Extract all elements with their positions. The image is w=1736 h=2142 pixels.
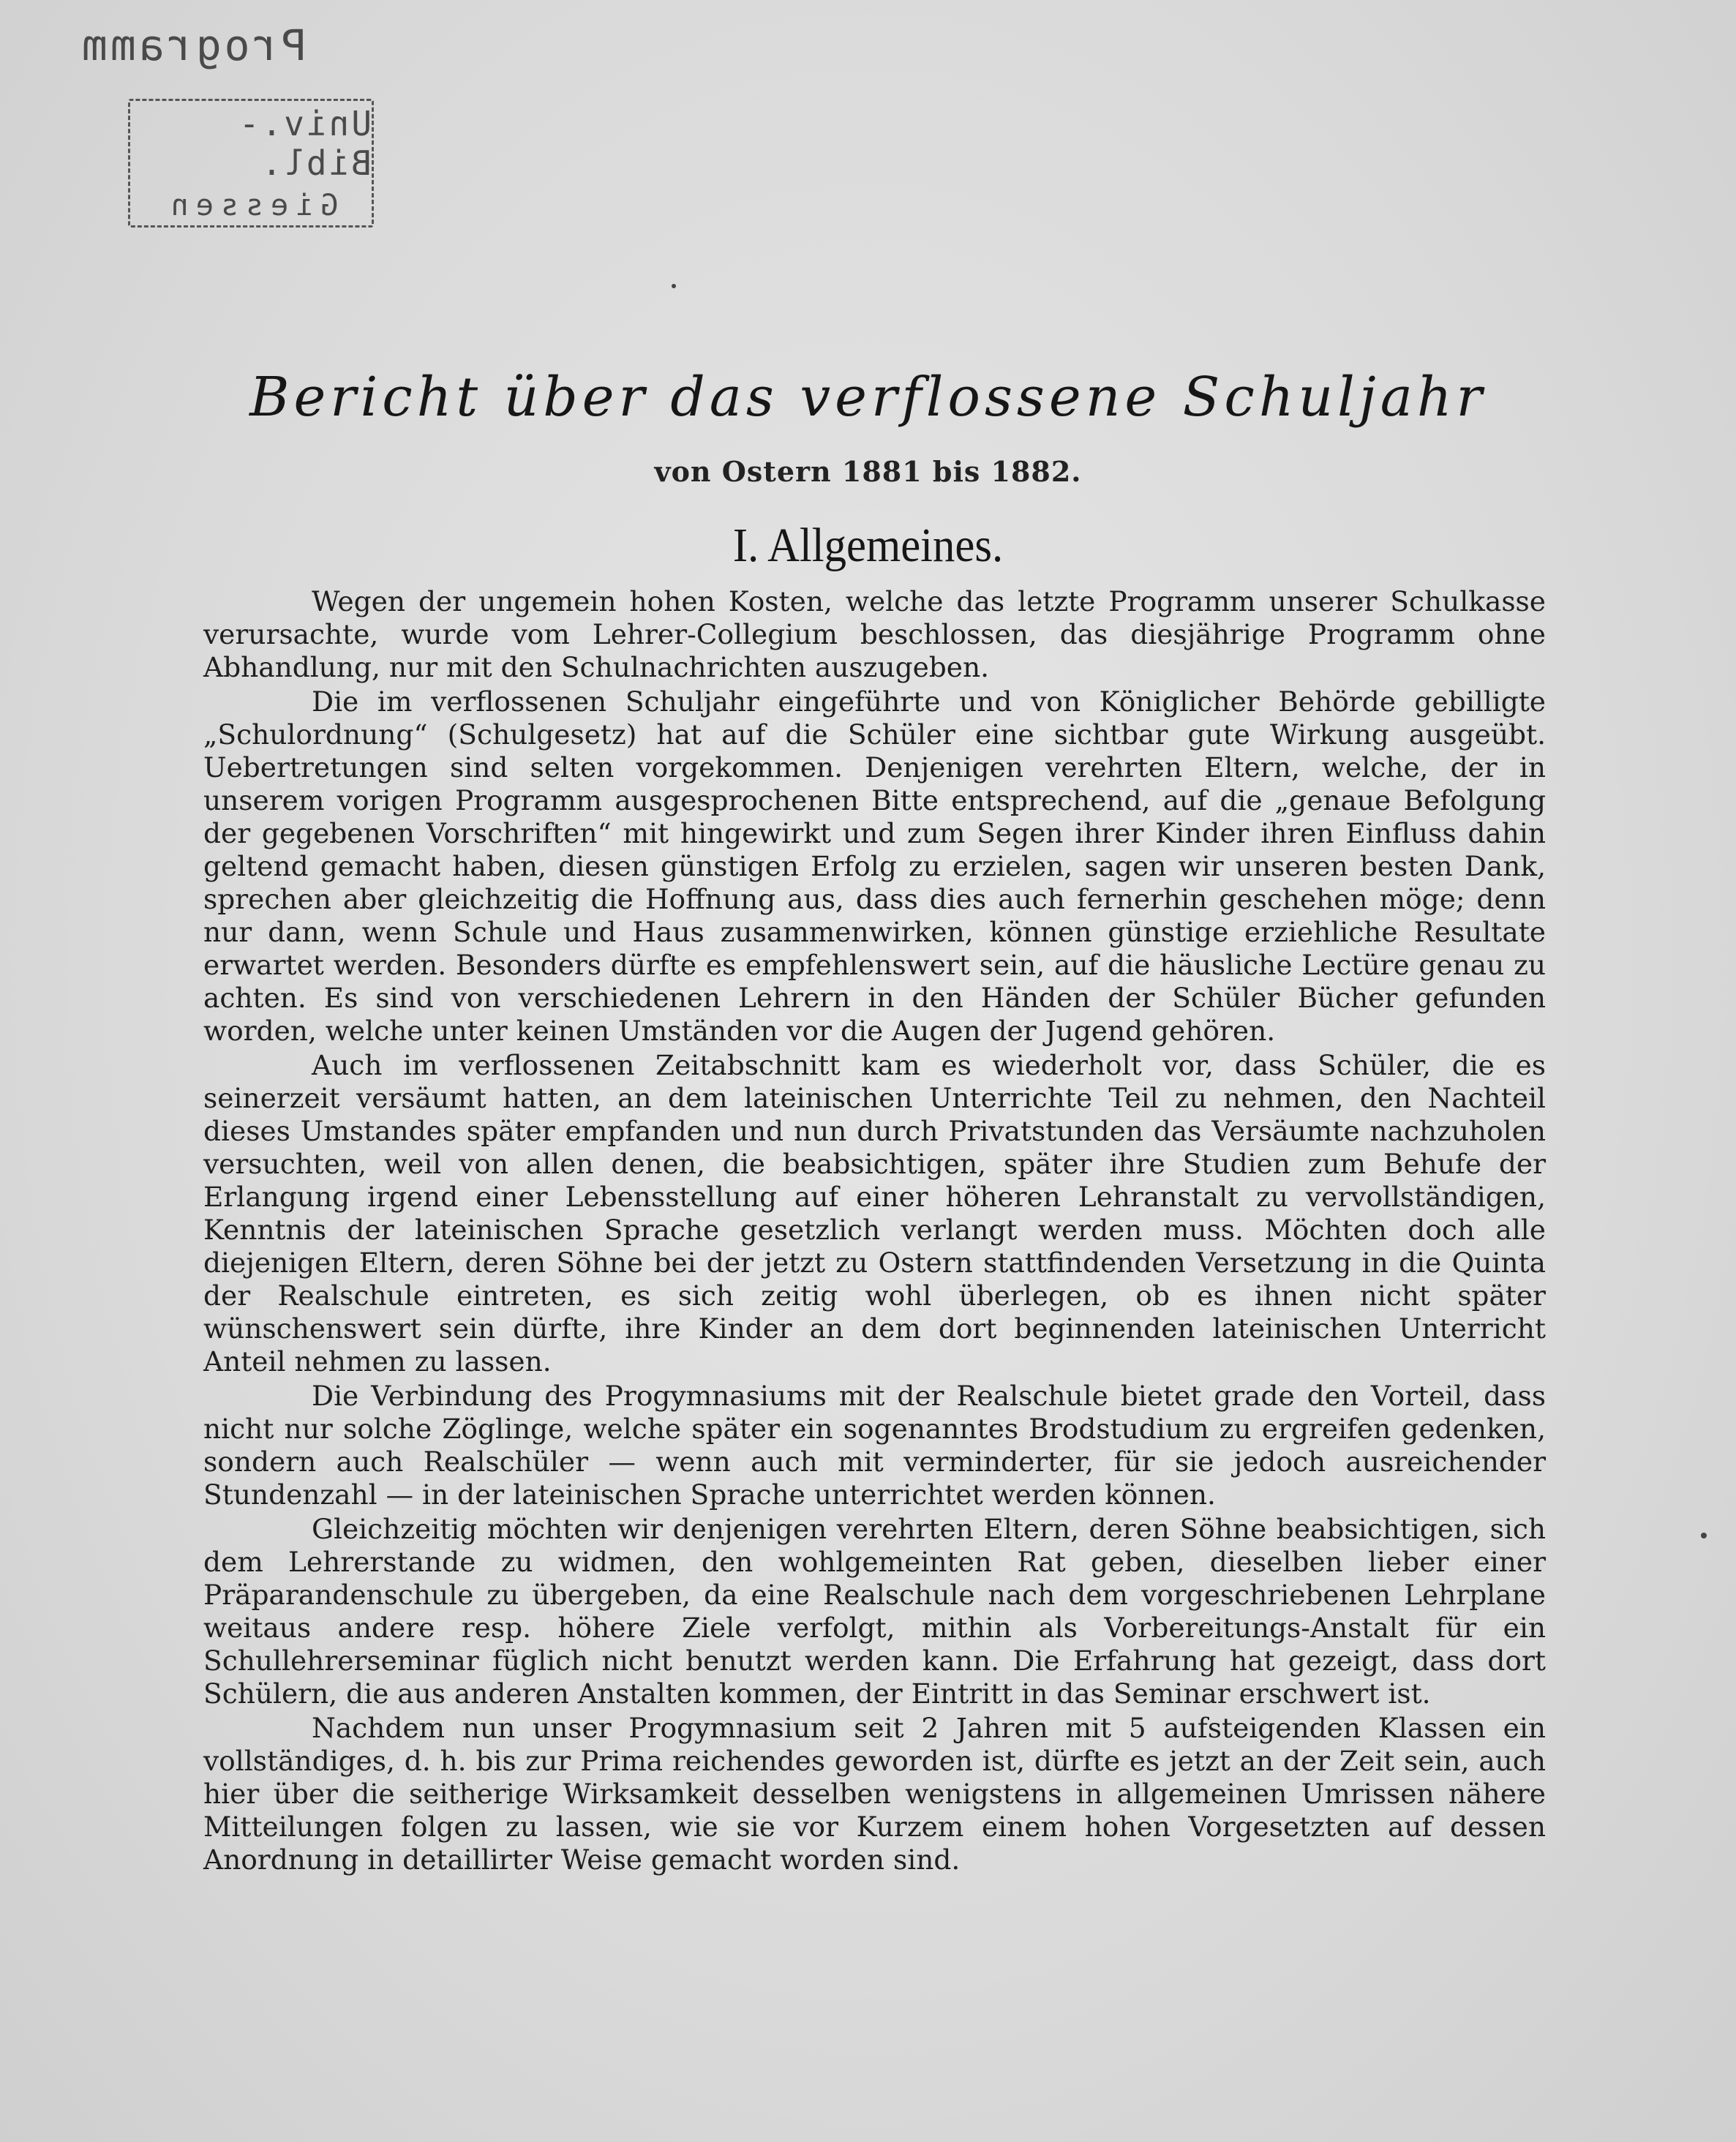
paragraph-5: Gleichzeitig möchten wir denjenigen verehrten Eltern, deren Söhne beabsichtigen, sich dem Lehrerstande zu widmen, den wohlgemeinten Rat geben, dieselben lieber einer Präparandenschule zu übergeben, da eine Realschule nach dem vorgeschriebenen Lehrplane weitaus andere resp. höhere Ziele verfolgt, mithin als Vorbereitungs-Anstalt für ein Schullehrerseminar füglich nicht benutzt werden kann. Die Erfahrung hat gezeigt, dass dort Schülern, die aus anderen Anstalten kommen, der Eintritt in das Seminar erschwert ist.: [203, 1513, 1546, 1710]
stamp-line-2: Giessen: [163, 189, 339, 222]
body-text: [203, 585, 1546, 1878]
paragraph-3: Auch im verflossenen Zeitabschnitt kam es wiederholt vor, dass Schüler, die es seinerzeit versäumt hatten, an dem lateinischen Unterrichte Teil zu nehmen, den Nachteil dieses Umstandes später empfanden und nun durch Privatstunden das Versäumte nachzuholen versuchten, weil von allen denen, die beabsichtigen, später ihre Studien zum Behufe der Erlangung irgend einer Lebensstellung auf einer höheren Lehranstalt zu vervollständigen, Kenntnis der lateinischen Sprache gesetzlich verlangt werden muss. Möchten doch alle diejenigen Eltern, deren Söhne bei der jetzt zu Ostern stattfindenden Versetzung in die Quinta der Realschule eintreten, es sich zeitig wohl überlegen, ob es ihnen nicht später wünschenswert sein dürfte, ihre Kinder an dem dort beginnenden lateinischen Unterricht Anteil nehmen zu lassen.: [203, 1049, 1546, 1378]
scan-speck: [1701, 1533, 1707, 1538]
paragraph-4: Die Verbindung des Progymnasiums mit der Realschule bietet grade den Vorteil, dass nicht nur solche Zöglinge, welche später ein sogenanntes Brodstudium zu ergreifen gedenken, sondern auch Realschüler — wenn auch mit verminderter, für sie jedoch ausreichender Stundenzahl — in der lateinischen Sprache unterrichtet werden können.: [203, 1380, 1546, 1511]
paragraph-6: Nachdem nun unser Progymnasium seit 2 Jahren mit 5 aufsteigenden Klassen ein vollständiges, d. h. bis zur Prima reichendes geworden ist, dürfte es jetzt an der Zeit sein, auch hier über die seitherige Wirksamkeit desselben wenigstens in allgemeinen Umrissen nähere Mitteilungen folgen zu lassen, wie sie vor Kurzem einem hohen Vorgesetzten auf dessen Anordnung in detaillirter Weise gemacht worden sind.: [203, 1712, 1546, 1876]
report-title: Bericht über das verflossene Schuljahr: [249, 366, 1487, 429]
scan-speck: [672, 284, 676, 288]
library-stamp-box: [128, 99, 374, 228]
paragraph-1: Wegen der ungemein hohen Kosten, welche das letzte Programm unserer Schulkasse verursachte, wurde vom Lehrer-Collegium beschlossen, das diesjährige Programm ohne Abhandlung, nur mit den Schulnachrichten auszugeben.: [203, 585, 1546, 683]
stamp-line-1: Univ.-Bibl.: [236, 104, 372, 183]
report-subtitle: von Ostern 1881 bis 1882.: [654, 455, 1082, 488]
section-title: I. Allgemeines.: [732, 519, 1004, 572]
library-stamp-top: Programm: [79, 20, 307, 70]
paragraph-2: Die im verflossenen Schuljahr eingeführte und von Königlicher Behörde gebilligte „Schulordnung“ (Schulgesetz) hat auf die Schüler eine sichtbar gute Wirkung ausgeübt. Uebertretungen sind selten vorgekommen. Denjenigen verehrten Eltern, welche, der in unserem vorigen Programm ausgesprochenen Bitte entsprechend, auf die „genaue Befolgung der gegebenen Vorschriften“ mit hingewirkt und zum Segen ihrer Kinder ihren Einfluss dahin geltend gemacht haben, diesen günstigen Erfolg zu erzielen, sagen wir unseren besten Dank, sprechen aber gleichzeitig die Hoffnung aus, dass dies auch fernerhin geschehen möge; denn nur dann, wenn Schule und Haus zusammenwirken, können günstige erziehliche Resultate erwartet werden. Besonders dürfte es empfehlenswert sein, auf die häusliche Lectüre genau zu achten. Es sind von verschiedenen Lehrern in den Händen der Schüler Bücher gefunden worden, welche unter keinen Umständen vor die Augen der Jugend gehören.: [203, 685, 1546, 1047]
